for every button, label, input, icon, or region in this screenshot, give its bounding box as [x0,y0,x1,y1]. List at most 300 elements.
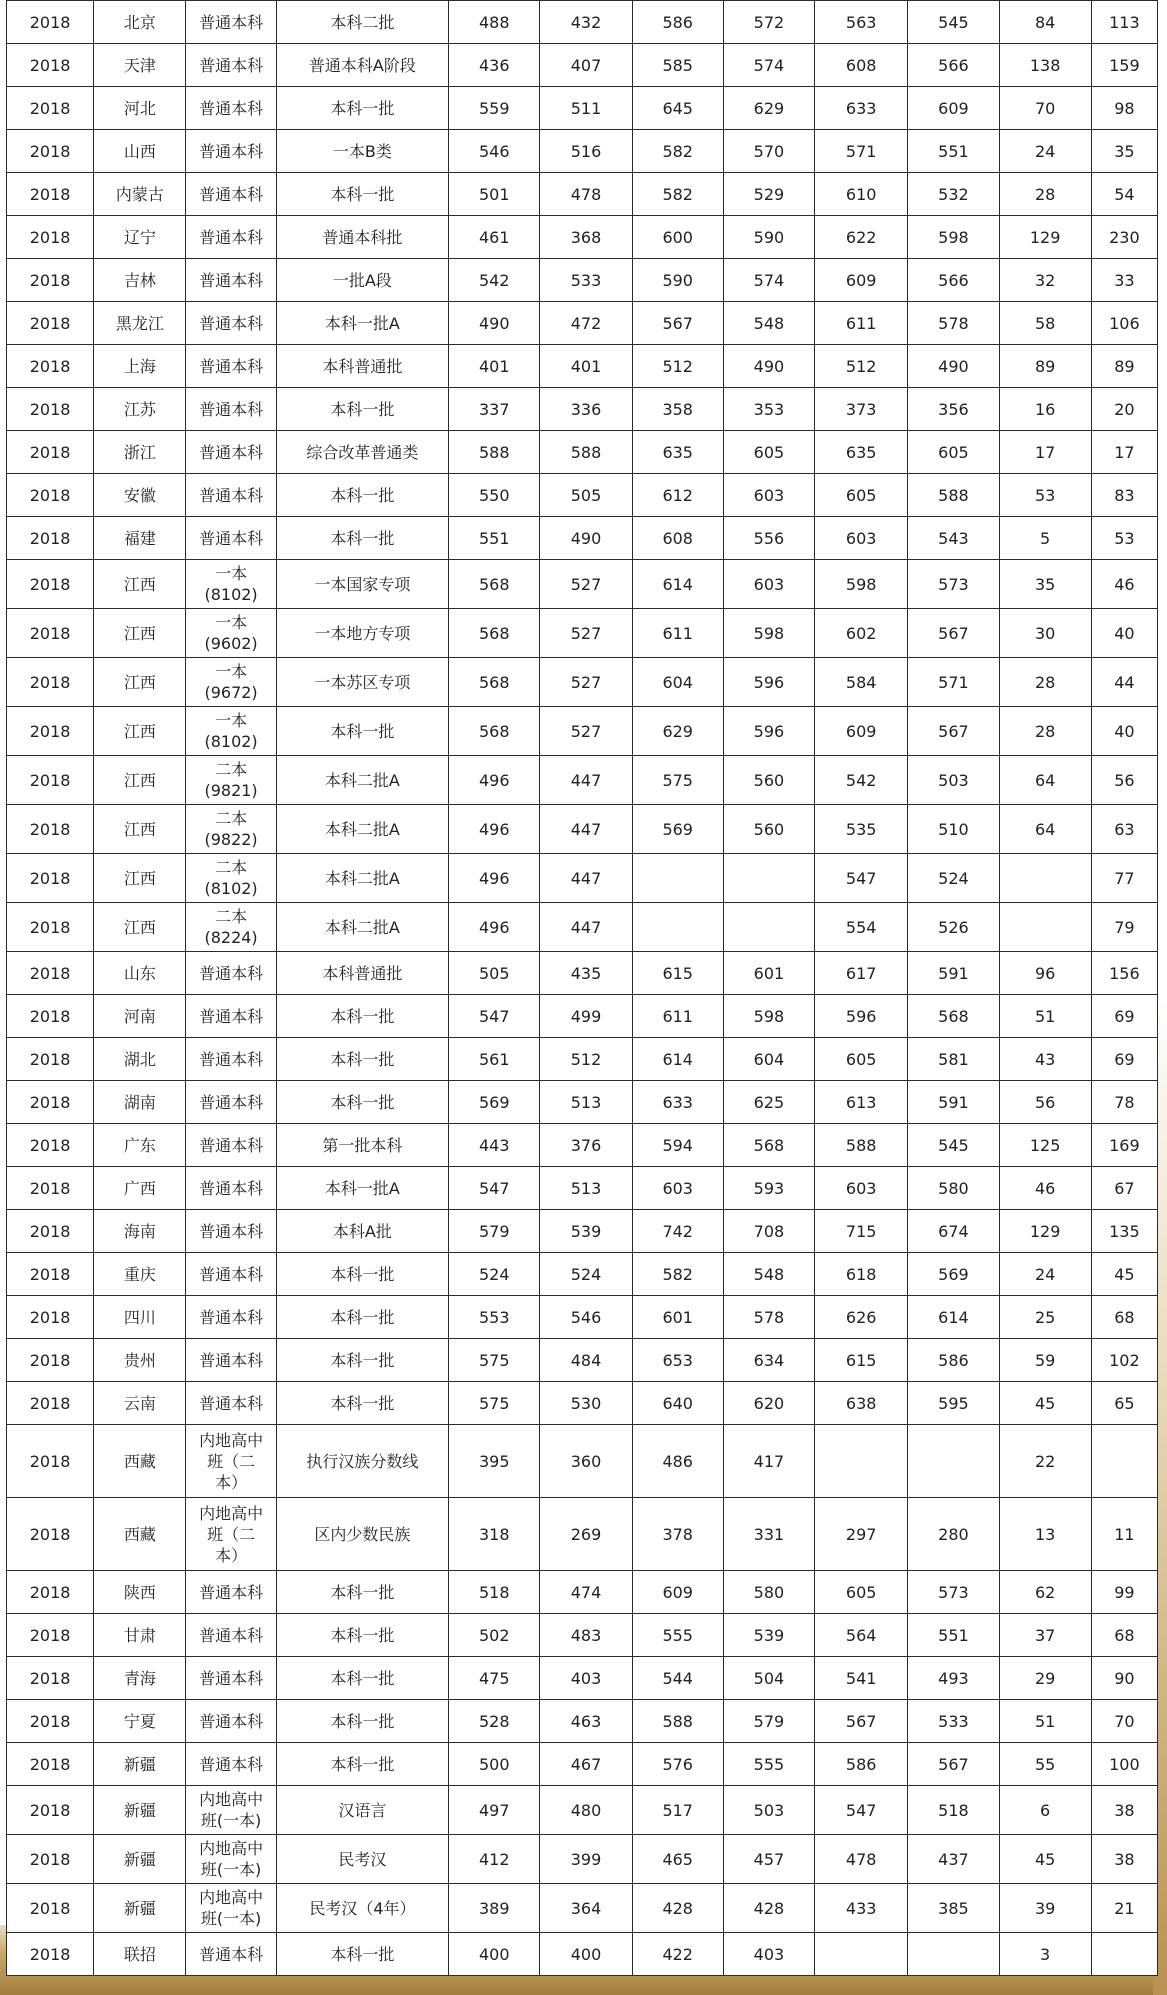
cell-c10: 591 [908,952,999,995]
cell-c6: 588 [540,431,632,474]
cell-c6: 516 [540,130,632,173]
cell-c8 [723,903,814,952]
cell-c6: 527 [540,560,632,609]
cell-c10: 532 [908,173,999,216]
cell-province: 江西 [94,854,186,903]
cell-year: 2018 [7,517,94,560]
cell-category: 一本 (8102) [186,707,276,756]
cell-c6: 484 [540,1339,632,1382]
cell-year: 2018 [7,1700,94,1743]
table-row [7,1425,1158,1498]
cell-province: 江西 [94,903,186,952]
admission-score-table [6,0,1158,1976]
cell-category: 普通本科 [186,1571,276,1614]
cell-c8 [723,854,814,903]
table-row [7,805,1158,854]
cell-c9: 605 [815,474,908,517]
cell-c5: 412 [449,1835,540,1884]
cell-c12: 40 [1091,707,1157,756]
cell-c12: 159 [1091,44,1157,87]
cell-c11: 29 [999,1657,1091,1700]
cell-c8: 629 [723,87,814,130]
cell-c11: 64 [999,756,1091,805]
cell-c7: 603 [632,1167,723,1210]
cell-c7: 512 [632,345,723,388]
cell-c10: 569 [908,1253,999,1296]
cell-c6: 432 [540,1,632,44]
cell-c10: 526 [908,903,999,952]
table-row [7,1835,1158,1884]
cell-c7: 544 [632,1657,723,1700]
cell-c6: 364 [540,1884,632,1933]
table-row [7,1167,1158,1210]
cell-category: 普通本科 [186,173,276,216]
cell-c12: 69 [1091,1038,1157,1081]
cell-c10: 356 [908,388,999,431]
cell-c7: 590 [632,259,723,302]
cell-category: 二本 (8102) [186,854,276,903]
cell-c7: 555 [632,1614,723,1657]
cell-c6: 490 [540,517,632,560]
cell-year: 2018 [7,805,94,854]
cell-c5: 568 [449,609,540,658]
cell-c11: 32 [999,259,1091,302]
cell-c7 [632,854,723,903]
cell-c9: 626 [815,1296,908,1339]
cell-province: 云南 [94,1382,186,1425]
table-row [7,302,1158,345]
cell-c12: 63 [1091,805,1157,854]
cell-c8: 580 [723,1571,814,1614]
cell-c5: 542 [449,259,540,302]
cell-category: 普通本科 [186,1,276,44]
cell-batch: 一批A段 [276,259,448,302]
cell-c10: 567 [908,707,999,756]
cell-year: 2018 [7,130,94,173]
cell-c7: 378 [632,1498,723,1571]
cell-c10: 543 [908,517,999,560]
cell-c10: 545 [908,1,999,44]
cell-c7: 422 [632,1933,723,1976]
cell-c12: 68 [1091,1614,1157,1657]
cell-province: 山东 [94,952,186,995]
cell-c10: 588 [908,474,999,517]
cell-batch: 民考汉 [276,1835,448,1884]
cell-batch: 本科普通批 [276,952,448,995]
table-row [7,1210,1158,1253]
cell-c7: 585 [632,44,723,87]
cell-c12: 230 [1091,216,1157,259]
cell-c12: 83 [1091,474,1157,517]
cell-c10: 567 [908,609,999,658]
cell-province: 四川 [94,1296,186,1339]
cell-c7: 358 [632,388,723,431]
cell-c12: 67 [1091,1167,1157,1210]
cell-province: 江西 [94,805,186,854]
cell-year: 2018 [7,302,94,345]
cell-c5: 496 [449,756,540,805]
cell-category: 普通本科 [186,1038,276,1081]
cell-c9: 297 [815,1498,908,1571]
cell-c6: 478 [540,173,632,216]
cell-province: 内蒙古 [94,173,186,216]
cell-year: 2018 [7,87,94,130]
cell-c7: 635 [632,431,723,474]
cell-c10: 280 [908,1498,999,1571]
cell-c11: 28 [999,658,1091,707]
cell-province: 联招 [94,1933,186,1976]
cell-batch: 区内少数民族 [276,1498,448,1571]
cell-province: 贵州 [94,1339,186,1382]
cell-category: 普通本科 [186,1614,276,1657]
cell-province: 青海 [94,1657,186,1700]
table-row [7,609,1158,658]
cell-province: 江西 [94,707,186,756]
cell-c8: 708 [723,1210,814,1253]
cell-c10: 385 [908,1884,999,1933]
cell-batch: 本科二批A [276,756,448,805]
cell-c9: 617 [815,952,908,995]
cell-c11: 28 [999,173,1091,216]
cell-province: 重庆 [94,1253,186,1296]
cell-category: 普通本科 [186,44,276,87]
cell-batch: 本科一批 [276,1614,448,1657]
cell-category: 内地高中 班(一本) [186,1884,276,1933]
cell-c12: 89 [1091,345,1157,388]
cell-c11: 17 [999,431,1091,474]
cell-batch: 普通本科A阶段 [276,44,448,87]
cell-year: 2018 [7,1253,94,1296]
cell-c10: 490 [908,345,999,388]
cell-c9: 541 [815,1657,908,1700]
cell-year: 2018 [7,1425,94,1498]
cell-c9: 563 [815,1,908,44]
cell-c7: 629 [632,707,723,756]
cell-c9: 512 [815,345,908,388]
cell-batch: 本科一批 [276,1743,448,1786]
cell-batch: 第一批本科 [276,1124,448,1167]
cell-c9: 571 [815,130,908,173]
table-row [7,1933,1158,1976]
cell-c8: 556 [723,517,814,560]
table-row [7,173,1158,216]
cell-c9: 615 [815,1339,908,1382]
table-row [7,1038,1158,1081]
cell-category: 普通本科 [186,1253,276,1296]
table-row [7,87,1158,130]
cell-c10: 586 [908,1339,999,1382]
cell-c11: 51 [999,995,1091,1038]
cell-category: 普通本科 [186,1933,276,1976]
cell-category: 普通本科 [186,87,276,130]
cell-c10: 581 [908,1038,999,1081]
cell-c11: 53 [999,474,1091,517]
cell-c7: 569 [632,805,723,854]
table-row [7,1,1158,44]
cell-category: 内地高中 班(一本) [186,1786,276,1835]
cell-c11: 138 [999,44,1091,87]
cell-c11: 35 [999,560,1091,609]
cell-year: 2018 [7,756,94,805]
cell-batch: 本科一批A [276,302,448,345]
cell-c8: 603 [723,560,814,609]
cell-batch: 一本国家专项 [276,560,448,609]
cell-year: 2018 [7,1167,94,1210]
cell-c6: 447 [540,903,632,952]
cell-c12: 77 [1091,854,1157,903]
cell-c9: 638 [815,1382,908,1425]
cell-c12: 70 [1091,1700,1157,1743]
cell-c5: 318 [449,1498,540,1571]
cell-batch: 本科二批A [276,854,448,903]
cell-c7: 428 [632,1884,723,1933]
cell-c11: 58 [999,302,1091,345]
table-row [7,903,1158,952]
cell-year: 2018 [7,1786,94,1835]
table-row [7,1253,1158,1296]
cell-province: 陕西 [94,1571,186,1614]
cell-c6: 530 [540,1382,632,1425]
cell-category: 一本 (9602) [186,609,276,658]
cell-c7: 588 [632,1700,723,1743]
cell-year: 2018 [7,1081,94,1124]
cell-province: 湖南 [94,1081,186,1124]
cell-category: 普通本科 [186,1382,276,1425]
cell-category: 普通本科 [186,517,276,560]
cell-batch: 本科一批 [276,1038,448,1081]
cell-c5: 389 [449,1884,540,1933]
cell-province: 黑龙江 [94,302,186,345]
cell-c10: 518 [908,1786,999,1835]
cell-category: 普通本科 [186,1657,276,1700]
cell-c6: 360 [540,1425,632,1498]
table-row [7,1571,1158,1614]
table-row [7,130,1158,173]
cell-c9 [815,1933,908,1976]
cell-batch: 本科A批 [276,1210,448,1253]
cell-c12: 78 [1091,1081,1157,1124]
cell-c12: 44 [1091,658,1157,707]
cell-c10 [908,1933,999,1976]
cell-c11: 129 [999,216,1091,259]
cell-province: 新疆 [94,1743,186,1786]
cell-c9: 715 [815,1210,908,1253]
cell-c10: 551 [908,130,999,173]
cell-province: 西藏 [94,1425,186,1498]
cell-c11: 5 [999,517,1091,560]
cell-c5: 524 [449,1253,540,1296]
cell-c5: 461 [449,216,540,259]
cell-c7: 575 [632,756,723,805]
cell-category: 普通本科 [186,130,276,173]
cell-c8: 598 [723,995,814,1038]
cell-year: 2018 [7,1884,94,1933]
cell-category: 内地高中 班(一本) [186,1835,276,1884]
cell-c8: 428 [723,1884,814,1933]
cell-c8: 578 [723,1296,814,1339]
cell-c5: 579 [449,1210,540,1253]
table-row [7,560,1158,609]
cell-category: 普通本科 [186,1339,276,1382]
cell-c10: 533 [908,1700,999,1743]
cell-c12: 38 [1091,1835,1157,1884]
cell-c11: 39 [999,1884,1091,1933]
cell-c8: 555 [723,1743,814,1786]
cell-c8: 353 [723,388,814,431]
cell-year: 2018 [7,1933,94,1976]
cell-c5: 443 [449,1124,540,1167]
cell-c8: 634 [723,1339,814,1382]
cell-batch: 执行汉族分数线 [276,1425,448,1498]
cell-year: 2018 [7,345,94,388]
table-row [7,1884,1158,1933]
cell-c7: 576 [632,1743,723,1786]
cell-c8: 590 [723,216,814,259]
cell-c11: 84 [999,1,1091,44]
cell-batch: 本科一批 [276,87,448,130]
cell-c11: 3 [999,1933,1091,1976]
cell-c8: 579 [723,1700,814,1743]
cell-c9: 609 [815,707,908,756]
cell-c5: 575 [449,1339,540,1382]
cell-province: 福建 [94,517,186,560]
cell-c12: 79 [1091,903,1157,952]
cell-c8: 560 [723,805,814,854]
cell-year: 2018 [7,560,94,609]
cell-c11: 16 [999,388,1091,431]
cell-c11: 129 [999,1210,1091,1253]
cell-c12: 99 [1091,1571,1157,1614]
cell-year: 2018 [7,658,94,707]
cell-c7: 608 [632,517,723,560]
cell-c12: 17 [1091,431,1157,474]
cell-c7: 645 [632,87,723,130]
cell-year: 2018 [7,173,94,216]
cell-province: 江西 [94,609,186,658]
cell-category: 二本 (9822) [186,805,276,854]
cell-province: 上海 [94,345,186,388]
cell-year: 2018 [7,1210,94,1253]
cell-c12: 113 [1091,1,1157,44]
cell-year: 2018 [7,1743,94,1786]
cell-c6: 474 [540,1571,632,1614]
cell-c6: 407 [540,44,632,87]
cell-c11: 51 [999,1700,1091,1743]
cell-batch: 本科一批 [276,388,448,431]
cell-c7: 465 [632,1835,723,1884]
cell-c9: 596 [815,995,908,1038]
cell-c5: 505 [449,952,540,995]
cell-c11: 43 [999,1038,1091,1081]
cell-c12: 98 [1091,87,1157,130]
table-row [7,1339,1158,1382]
cell-c5: 475 [449,1657,540,1700]
cell-c5: 550 [449,474,540,517]
cell-c6: 447 [540,854,632,903]
cell-c8: 560 [723,756,814,805]
cell-province: 宁夏 [94,1700,186,1743]
cell-c9 [815,1425,908,1498]
table-body [7,1,1158,1976]
cell-batch: 本科一批 [276,995,448,1038]
table-row [7,1081,1158,1124]
cell-province: 浙江 [94,431,186,474]
cell-batch: 本科一批 [276,1933,448,1976]
cell-c9: 547 [815,1786,908,1835]
table-row [7,1743,1158,1786]
cell-c11 [999,854,1091,903]
cell-c5: 501 [449,173,540,216]
cell-c6: 400 [540,1933,632,1976]
cell-c12: 56 [1091,756,1157,805]
cell-c11: 30 [999,609,1091,658]
cell-c9: 618 [815,1253,908,1296]
cell-c5: 568 [449,707,540,756]
cell-c6: 505 [540,474,632,517]
cell-c12: 169 [1091,1124,1157,1167]
cell-c8: 603 [723,474,814,517]
cell-batch: 民考汉（4年） [276,1884,448,1933]
cell-province: 新疆 [94,1884,186,1933]
cell-c8: 570 [723,130,814,173]
cell-c12: 40 [1091,609,1157,658]
cell-batch: 本科一批 [276,1700,448,1743]
cell-c10: 567 [908,1743,999,1786]
cell-c7: 611 [632,609,723,658]
cell-category: 普通本科 [186,431,276,474]
cell-c12: 68 [1091,1296,1157,1339]
cell-c11: 22 [999,1425,1091,1498]
cell-category: 普通本科 [186,1124,276,1167]
cell-batch: 本科普通批 [276,345,448,388]
cell-c6: 368 [540,216,632,259]
table-row [7,1614,1158,1657]
cell-c10: 573 [908,560,999,609]
cell-province: 北京 [94,1,186,44]
cell-batch: 综合改革普通类 [276,431,448,474]
cell-year: 2018 [7,216,94,259]
cell-c5: 553 [449,1296,540,1339]
cell-c10: 605 [908,431,999,474]
cell-c8: 529 [723,173,814,216]
cell-c9: 605 [815,1038,908,1081]
cell-c5: 588 [449,431,540,474]
cell-c6: 527 [540,609,632,658]
cell-c11: 28 [999,707,1091,756]
cell-c8: 625 [723,1081,814,1124]
cell-c11: 125 [999,1124,1091,1167]
cell-year: 2018 [7,1835,94,1884]
cell-batch: 本科一批 [276,1081,448,1124]
cell-c12 [1091,1933,1157,1976]
score-table-container [6,0,1158,1976]
cell-c10 [908,1425,999,1498]
cell-c8: 403 [723,1933,814,1976]
cell-category: 二本 (9821) [186,756,276,805]
cell-year: 2018 [7,1571,94,1614]
cell-c11: 64 [999,805,1091,854]
cell-c9: 584 [815,658,908,707]
cell-c8: 574 [723,44,814,87]
cell-c5: 547 [449,1167,540,1210]
cell-category: 普通本科 [186,952,276,995]
cell-c6: 513 [540,1081,632,1124]
cell-c6: 336 [540,388,632,431]
cell-c12: 156 [1091,952,1157,995]
table-row [7,1700,1158,1743]
cell-category: 普通本科 [186,1743,276,1786]
cell-category: 内地高中 班（二 本） [186,1425,276,1498]
